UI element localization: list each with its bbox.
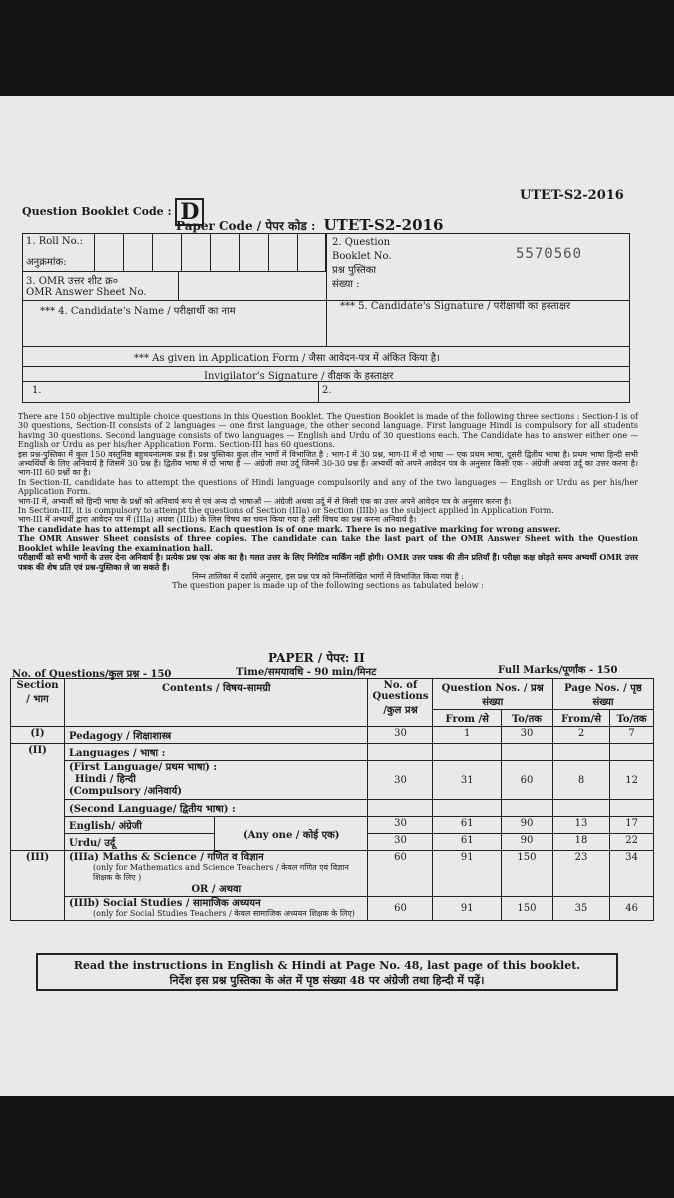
paper-code: UTET-S2-2016 xyxy=(323,216,444,234)
footer-instruction-box xyxy=(36,953,618,991)
header-page-nos: Page Nos. / पृष्ठ संख्या xyxy=(552,679,653,710)
omr-number-field[interactable] xyxy=(178,272,326,300)
table-row xyxy=(11,744,654,761)
row1-to: 30 xyxy=(501,727,552,744)
header-contents: Contents / विषय-सामग्री xyxy=(65,679,368,727)
as-given-note: *** As given in Application Form / जैसा आवेदन-पत्र में अंकित किया है। xyxy=(134,353,440,364)
header-to: To/तक xyxy=(501,710,552,727)
candidate-signature-field[interactable] xyxy=(330,315,626,345)
booklet-code: D xyxy=(175,198,204,226)
table-header-row xyxy=(11,679,654,710)
roll-no-label: 1. Roll No.: xyxy=(26,236,83,247)
instruction-p11: The question paper is made up of the following sections as tabulated below : xyxy=(172,581,484,591)
second-language-label: (Second Language/ द्वितीय भाषा) : xyxy=(65,800,368,817)
candidate-name-label: *** 4. Candidate's Name / परीक्षार्थी का नाम xyxy=(40,306,236,317)
instruction-p7: The candidate has to attempt all sections. Each question is of one mark. There is no negative marking for wrong answer. xyxy=(18,523,561,534)
full-marks: Full Marks/पूर्णांक - 150 xyxy=(498,665,618,676)
row5-page-from: 23 xyxy=(552,851,609,897)
maths-science-cell: (IIIa) Maths & Science / गणित व विज्ञान (only for Mathematics and Science Teachers / केवल गणित एवं विज्ञान शिक्षक के लिए ) OR / अथवा xyxy=(65,851,368,897)
paper-code-label: Paper Code / पेपर कोड : UTET-S2-2016 xyxy=(176,216,444,234)
row6-page-from: 35 xyxy=(552,897,609,921)
instruction-p3: In Section-II, candidate has to attempt the questions of Hindi language compulsorily and any of the two languages — English or Urdu as per his/her Application Form. xyxy=(18,477,638,497)
row1-content: Pedagogy / शिक्षाशास्त्र xyxy=(65,727,368,744)
num-questions: No. of Questions/कुल प्रश्न - 150 xyxy=(12,669,172,680)
instruction-p5: In Section-III, it is compulsory to attempt the questions of Section (IIIa) or Section (IIIb) as the subject applied in Application Form. xyxy=(18,506,554,516)
paper-title: PAPER / पेपर: II xyxy=(268,651,365,665)
row6-page-to: 46 xyxy=(610,897,654,921)
row5-section: (III) xyxy=(11,851,65,921)
question-booklet-no-label: 2. Question Booklet No. प्रश्न पुस्तिका संख्या : xyxy=(332,237,392,290)
booklet-number: 5570560 xyxy=(516,246,583,262)
row4-to: 90 xyxy=(501,834,552,851)
languages-label: Languages / भाषा : xyxy=(65,744,368,761)
row2-from: 31 xyxy=(433,761,502,800)
invigilator-1[interactable]: 1. xyxy=(32,385,42,396)
urdu-label: Urdu/ उर्दू xyxy=(65,834,215,851)
row6-to: 150 xyxy=(501,897,552,921)
header-section: Section / भाग xyxy=(11,679,65,727)
table-row xyxy=(11,800,654,817)
row4-from: 61 xyxy=(433,834,502,851)
row3-from: 61 xyxy=(433,817,502,834)
instruction-p1: There are 150 objective multiple choice questions in this Question Booklet. The Question Booklet is made of the following three sections : Section-I is of 30 questions, Section-II consists of 2 languages — one first language, the other second language. First language Hindi is compulsory for all students having 30 questions. Second language consists of two languages — English and Urdu of 30 questions each. The Candidate has to answer either one — English or Urdu as per his/her Application Form. Section-III has 60 questions. xyxy=(18,412,638,450)
row2-page-to: 12 xyxy=(610,761,654,800)
row2-questions: 30 xyxy=(368,761,433,800)
header-from: From /से xyxy=(433,710,502,727)
table-row xyxy=(11,761,654,800)
header-page-to: To/तक xyxy=(610,710,654,727)
table-row xyxy=(11,897,654,921)
header-page-from: From/से xyxy=(552,710,609,727)
row5-from: 91 xyxy=(433,851,502,897)
candidate-signature-label: *** 5. Candidate's Signature / परीक्षार्थी का हस्ताक्षर xyxy=(340,301,571,312)
row1-page-to: 7 xyxy=(610,727,654,744)
row5-to: 150 xyxy=(501,851,552,897)
row4-page-to: 22 xyxy=(610,834,654,851)
instruction-p6: भाग-III में अभ्यर्थी द्वारा आवेदन पत्र में (IIIa) अथवा (IIIb) के लिस विषय का चयन किया गया है उसी विषय का प्रश्न करना अनिवार्य है। xyxy=(18,515,417,525)
sections-table xyxy=(10,678,654,921)
header-question-nos: Question Nos. / प्रश्न संख्या xyxy=(433,679,553,710)
instruction-p2: इस प्रश्न-पुस्तिका में कुल 150 वस्तुनिष्ठ बहुचयनात्मक प्रश्न हैं। प्रश्न पुस्तिका कुल तीन भागों में विभाजित है : भाग-I में 30 प्रश्न, भाग-II में दो भाषा — एक प्रथम भाषा, दूसरी द्वितीय भाषा है। प्रथम भाषा हिन्दी सभी अभ्यर्थियों के लिए अनिवार्य है जिसमें 30 प्रश्न हैं। द्वितीय भाषा में दो भाषा है — अंग्रेजी तथा उर्दू जिनमें 30-30 प्रश्न हैं। अभ्यर्थी को अपने आवेदन पत्र के अनुसार किसी एक - अंग्रेजी अथवा उर्दू का उत्तर करना है। भाग-III 60 प्रश्नों का है। xyxy=(18,449,638,478)
row2-section: (II) xyxy=(11,744,65,851)
instruction-p10: निम्न तालिका में दर्शाये अनुसार, इस प्रश्न पत्र को निम्नलिखित भागों में विभाजित किया गया है : xyxy=(192,571,464,581)
instructions xyxy=(18,412,638,591)
table-row xyxy=(11,817,654,834)
question-booklet-cover xyxy=(0,96,674,1096)
row1-questions: 30 xyxy=(368,727,433,744)
row3-to: 90 xyxy=(501,817,552,834)
row3-page-from: 13 xyxy=(552,817,609,834)
row2-page-from: 8 xyxy=(552,761,609,800)
row1-from: 1 xyxy=(433,727,502,744)
row1-section: (I) xyxy=(11,727,65,744)
row2-to: 60 xyxy=(501,761,552,800)
row6-from: 91 xyxy=(433,897,502,921)
social-studies-cell: (IIIb) Social Studies / सामाजिक अध्ययन (only for Social Studies Teachers / केवल सामाजिक अध्ययन शिक्षक के लिए) xyxy=(65,897,368,921)
footer-english: Read the instructions in English & Hindi at Page No. 48, last page of this booklet. xyxy=(73,959,581,972)
instruction-p8: The OMR Answer Sheet consists of three copies. The candidate can take the last part of the OMR Answer Sheet with the Question Booklet while leaving the examination hall. xyxy=(18,533,638,553)
row5-page-to: 34 xyxy=(610,851,654,897)
row5-questions: 60 xyxy=(368,851,433,897)
time-allowed: Time/समयावधि - 90 min/मिनट xyxy=(236,667,377,678)
row6-questions: 60 xyxy=(368,897,433,921)
omr-label-english: OMR Answer Sheet No. xyxy=(26,287,147,298)
header-num-questions: No. of Questions /कुल प्रश्न xyxy=(368,679,433,727)
candidate-name-field[interactable] xyxy=(26,315,324,345)
exam-code: UTET-S2-2016 xyxy=(520,188,624,203)
row1-page-from: 2 xyxy=(552,727,609,744)
instruction-p4: भाग-II में, अभ्यर्थी को हिन्दी भाषा के प्रश्नों को अनिवार्य रूप से एवं अन्य दो भाषाओं — अंग्रेजी अथवा उर्दू में से किसी एक का उत्तर अपने आवेदन पत्र के अनुसार करना है। xyxy=(18,496,512,506)
invigilator-2[interactable]: 2. xyxy=(322,385,332,396)
table-row xyxy=(11,851,654,897)
any-one-label: (Any one / कोई एक) xyxy=(215,817,368,851)
roll-no-hindi-label: अनुक्रमांक: xyxy=(26,257,67,268)
first-language-cell: (First Language/ प्रथम भाषा) : Hindi / हिन्दी (Compulsory /अनिवार्य) xyxy=(65,761,368,800)
footer-hindi: निर्देश इस प्रश्न पुस्तिका के अंत में पृष्ठ संख्या 48 पर अंग्रेजी तथा हिन्दी में पढ़ें। xyxy=(169,974,485,987)
row4-questions: 30 xyxy=(368,834,433,851)
row4-page-from: 18 xyxy=(552,834,609,851)
row3-questions: 30 xyxy=(368,817,433,834)
booklet-code-label: Question Booklet Code : D xyxy=(22,198,204,226)
invigilator-signature-label: Invigilator's Signature / वीक्षक के हस्ताक्षर xyxy=(204,371,394,382)
table-row xyxy=(11,727,654,744)
english-label: English/ अंग्रेजी xyxy=(65,817,215,834)
roll-no-boxes[interactable] xyxy=(94,233,326,271)
row3-page-to: 17 xyxy=(610,817,654,834)
instruction-p9: परीक्षार्थी को सभी भागों के उत्तर देना अनिवार्य है। प्रत्येक प्रश्न एक अंक का है। गलत उत्तर के लिए निगेटिव मार्किंग नहीं होगी। OMR उत्तर पत्रक की तीन प्रतियाँ हैं। परीक्षा कक्ष छोड़ते समय अभ्यर्थी OMR उत्तर पत्रक की शेष प्रति एवं प्रश्न-पुस्तिका ले जा सकते हैं। xyxy=(18,552,638,572)
omr-label: 3. OMR उत्तर शीट क्र० xyxy=(26,276,119,287)
